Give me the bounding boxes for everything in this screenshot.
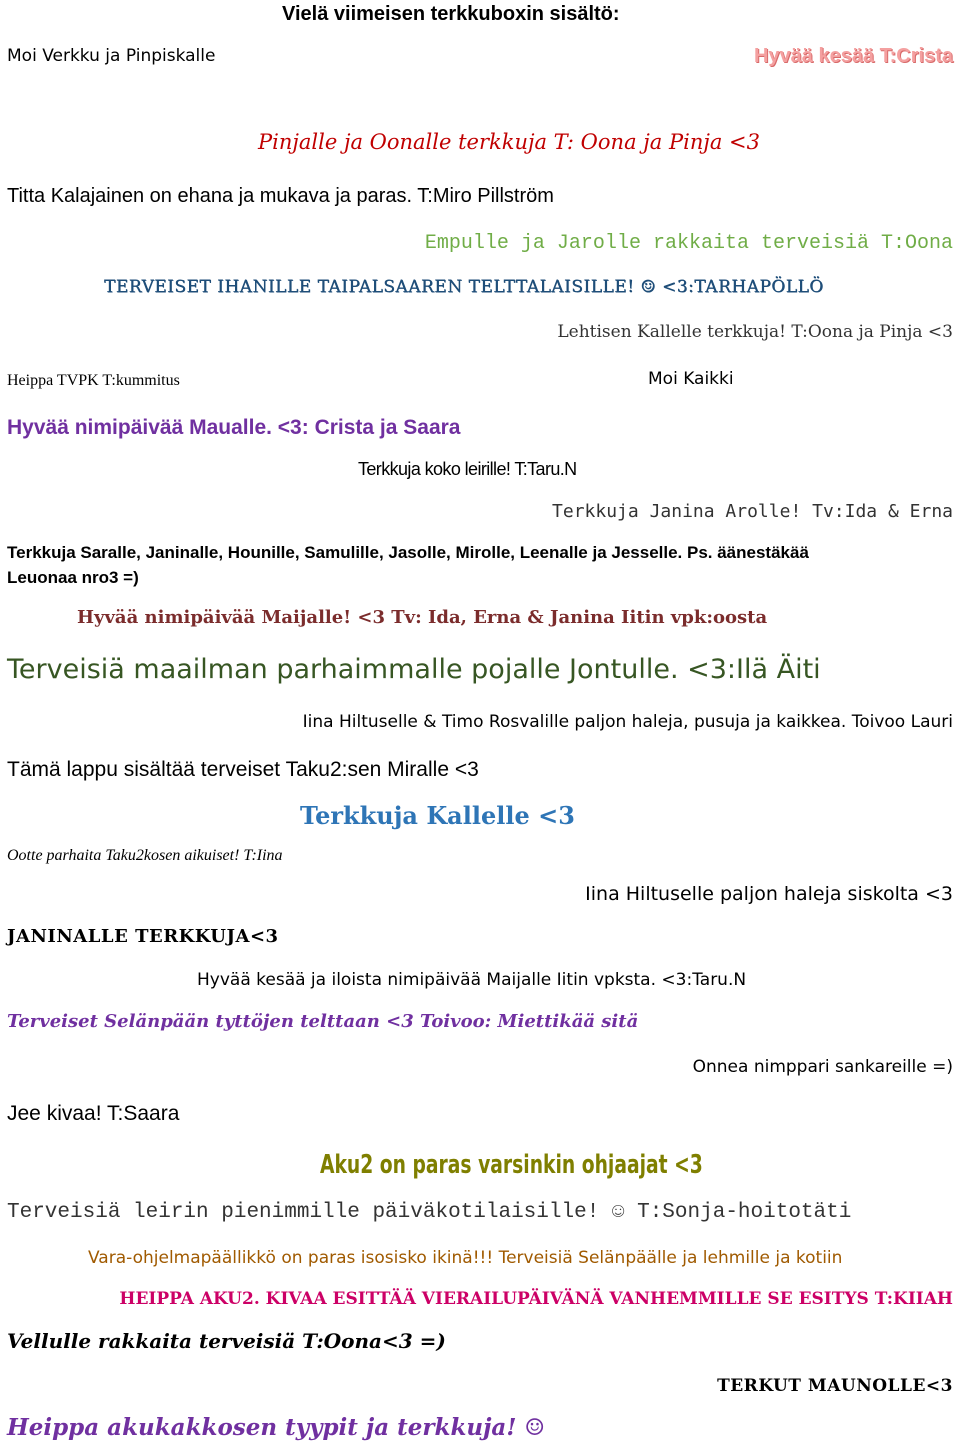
message-titta: Titta Kalajainen on ehana ja mukava ja paras. T:Miro Pillström [7,185,554,207]
message-maunolle: TERKUT MAUNOLLE<3 [717,1376,953,1396]
message-vara-ohjelma: Vara-ohjelmapäällikkö on paras isosisko ikinä!!! Terveisiä Selänpäälle ja lehmille ja kotiin [88,1248,843,1268]
message-heippa-aku2: HEIPPA AKU2. KIVAA ESITTÄÄ VIERAILUPÄIVÄNÄ VANHEMMILLE SE ESITYS T:KIIAH [119,1289,953,1309]
message-saralle-line2: Leuonaa nro3 =) [7,568,139,587]
message-maijalle-taru: Hyvää kesää ja iloista nimipäivää Maijalle Iitin vpksta. <3:Taru.N [197,970,747,990]
message-vellulle: Vellulle rakkaita terveisiä T:Oona<3 =) [7,1329,446,1353]
message-maijalle-ida: Hyvää nimipäivää Maijalle! <3 Tv: Ida, Erna & Janina Iitin vpk:oosta [77,607,768,628]
message-akukakkonen: Heippa akukakkosen tyypit ja terkkuja! ☺ [7,1414,546,1441]
message-verkku: Moi Verkku ja Pinpiskalle [7,46,216,66]
message-terkkuja-kallelle: Terkkuja Kallelle <3 [300,801,575,830]
message-sonja: Terveisiä leirin pienimmille päiväkotilaisille! ☺ T:Sonja-hoitotäti [7,1201,852,1224]
message-empulle: Empulle ja Jarolle rakkaita terveisiä T:Oona [424,232,953,255]
message-iina-timo: Iina Hiltuselle & Timo Rosvalille paljon haleja, pusuja ja kaikkea. Toivoo Lauri [302,712,953,732]
message-taku2kosen: Ootte parhaita Taku2kosen aikuiset! T:Iina [7,847,283,864]
message-taku2-miralle: Tämä lappu sisältää terveiset Taku2:sen Miralle <3 [7,758,479,781]
message-pinja-oona: Pinjalle ja Oonalle terkkuja T: Oona ja Pinja <3 [258,130,761,154]
message-saralle-line1: Terkkuja Saralle, Janinalle, Hounille, Samulille, Jasolle, Mirolle, Leenalle ja Jesselle. Ps. äänestäkää [7,543,809,562]
message-iina-siskolta: Iina Hiltuselle paljon haleja siskolta <3 [585,883,953,905]
message-tvpk: Heippa TVPK T:kummitus [7,372,180,389]
message-crista-summer: Hyvää kesää T:Crista [753,45,953,67]
message-janina-arolle: Terkkuja Janina Arolle! Tv:Ida & Erna [552,501,953,522]
message-taipalsaari: TERVEISET IHANILLE TAIPALSAAREN TELTTALAISILLE! ☺ <3:TARHAPÖLLÖ [104,277,824,297]
message-maualle: Hyvää nimipäivää Maualle. <3: Crista ja Saara [7,416,461,439]
message-lehtisen-kalle: Lehtisen Kallelle terkkuja! T:Oona ja Pinja <3 [557,322,953,342]
page-title: Vielä viimeisen terkkuboxin sisältö: [282,3,620,25]
message-jee-kivaa: Jee kivaa! T:Saara [7,1102,180,1125]
message-jontulle: Terveisiä maailman parhaimmalle pojalle Jontulle. <3:Ilä Äiti [7,654,821,685]
message-taru-leiri: Terkkuja koko leirille! T:Taru.N [358,459,577,479]
message-aku2-paras: Aku2 on paras varsinkin ohjaajat <3 [320,1150,703,1180]
message-moi-kaikki: Moi Kaikki [648,369,734,389]
message-janinalle: JANINALLE TERKKUJA<3 [7,926,279,947]
message-selanpaa-tytot: Terveiset Selänpään tyttöjen telttaan <3 Toivoo: Miettikää sitä [7,1011,639,1032]
message-onnea: Onnea nimppari sankareille =) [692,1057,953,1077]
